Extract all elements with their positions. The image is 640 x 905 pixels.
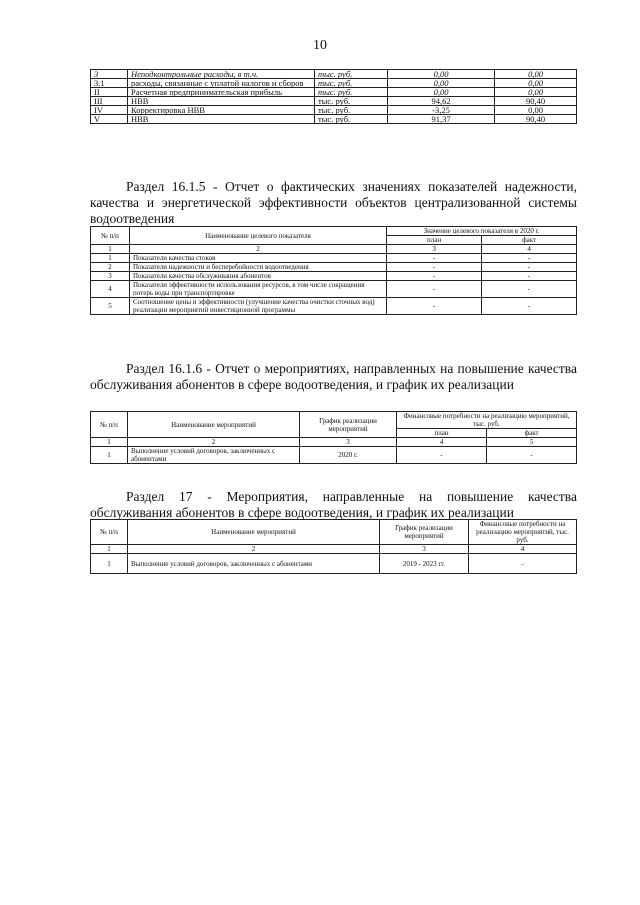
- row-value-1: 0,00: [388, 88, 495, 97]
- column-index: 4: [482, 245, 577, 254]
- table-row: [91, 447, 577, 464]
- row-name: Выполнение условий договоров, заключенных с абонентами: [128, 447, 300, 464]
- row-value-1: 91,37: [388, 115, 495, 124]
- row-plan: -: [387, 263, 482, 272]
- row-value-2: 0,00: [495, 70, 577, 79]
- row-unit: тыс. руб.: [315, 97, 388, 106]
- row-fact: -: [482, 254, 577, 263]
- row-unit: тыс. руб.: [315, 106, 388, 115]
- row-plan: -: [397, 447, 487, 464]
- column-header: Финансовые потребности на реализацию мероприятий, тыс. руб.: [469, 520, 577, 545]
- row-number: V: [91, 115, 128, 124]
- row-name: Соотношение цены и эффективности (улучшение качества очистки сточных вод) реализации мероприятий инвестиционной программы: [130, 298, 387, 315]
- row-value-2: 0,00: [495, 79, 577, 88]
- measures-plan-table: [90, 519, 577, 574]
- row-name: Расчетная предпринимательская прибыль: [128, 88, 315, 97]
- column-header: Наименование мероприятий: [128, 412, 300, 438]
- finance-table: [90, 69, 577, 124]
- row-schedule: 2019 - 2023 гг.: [380, 554, 469, 574]
- column-index: 5: [487, 438, 577, 447]
- row-value-1: 0,00: [388, 79, 495, 88]
- column-header: факт: [487, 429, 577, 438]
- column-header: Наименование мероприятий: [128, 520, 380, 545]
- row-name: расходы, связанные с уплатой налогов и сборов: [128, 79, 315, 88]
- row-number: III: [91, 97, 128, 106]
- section-heading: Раздел 16.1.5 - Отчет о фактических значениях показателей надежности, качества и энергетической эффективности объектов централизованной системы водоотведения: [90, 179, 577, 226]
- row-fact: -: [482, 281, 577, 298]
- row-number: 5: [91, 298, 130, 315]
- column-header: Значение целевого показателя в 2020 г.: [387, 227, 577, 236]
- row-number: 4: [91, 281, 130, 298]
- column-index: 1: [91, 545, 128, 554]
- row-value-2: 90,40: [495, 115, 577, 124]
- row-name: Неподконтрольные расходы, в т.ч.: [128, 70, 315, 79]
- row-number: IV: [91, 106, 128, 115]
- row-value-2: 0,00: [495, 88, 577, 97]
- row-value-2: 0,00: [495, 106, 577, 115]
- row-plan: -: [387, 272, 482, 281]
- column-index: 3: [300, 438, 397, 447]
- row-name: Показатели качества обслуживания абонентов: [130, 272, 387, 281]
- row-unit: тыс. руб.: [315, 88, 388, 97]
- row-number: II: [91, 88, 128, 97]
- row-value-2: 90,40: [495, 97, 577, 106]
- section-heading: Раздел 17 - Мероприятия, направленные на повышение качества обслуживания абонентов в сфере водоотведения, и график их реализации: [90, 489, 577, 520]
- section-heading: Раздел 16.1.6 - Отчет о мероприятиях, направленных на повышение качества обслуживания абонентов в сфере водоотведения, и график их реализации: [90, 361, 577, 392]
- column-header: Финансовые потребности на реализацию мероприятий, тыс. руб.: [397, 412, 577, 429]
- column-index: 2: [128, 545, 380, 554]
- row-name: Корректировка НВВ: [128, 106, 315, 115]
- column-index: 2: [130, 245, 387, 254]
- row-number: 1: [91, 447, 128, 464]
- row-plan: -: [387, 254, 482, 263]
- row-number: 1: [91, 554, 128, 574]
- table-row: [91, 115, 577, 124]
- column-index: 2: [128, 438, 300, 447]
- page-number: 10: [313, 38, 327, 53]
- row-plan: -: [387, 298, 482, 315]
- column-header: план: [397, 429, 487, 438]
- row-name: Показатели надежности и бесперебойности водоотведения: [130, 263, 387, 272]
- row-plan: -: [387, 281, 482, 298]
- column-header: График реализации мероприятий: [380, 520, 469, 545]
- column-index: 3: [380, 545, 469, 554]
- row-unit: тыс. руб.: [315, 115, 388, 124]
- column-index: 1: [91, 245, 130, 254]
- row-value-1: 94,62: [388, 97, 495, 106]
- row-name: НВВ: [128, 115, 315, 124]
- column-index: 3: [387, 245, 482, 254]
- row-unit: тыс. руб.: [315, 79, 388, 88]
- column-header: № п/п: [91, 520, 128, 545]
- row-number: 1: [91, 254, 130, 263]
- row-unit: тыс. руб.: [315, 70, 388, 79]
- row-name: Выполнение условий договоров, заключенных с абонентами: [128, 554, 380, 574]
- row-name: Показатели качества стоков: [130, 254, 387, 263]
- row-fact: -: [487, 447, 577, 464]
- column-header: № п/п: [91, 412, 128, 438]
- measures-report-table: [90, 411, 577, 464]
- column-index: 1: [91, 438, 128, 447]
- column-index: 4: [397, 438, 487, 447]
- column-index: 4: [469, 545, 577, 554]
- row-fact: -: [482, 298, 577, 315]
- table-row: [91, 272, 577, 281]
- row-value-1: -3,25: [388, 106, 495, 115]
- column-header: факт: [482, 236, 577, 245]
- row-number: 3: [91, 272, 130, 281]
- row-name: Показатели эффективности использования ресурсов, в том числе сокращения потерь воды при транспортировке: [130, 281, 387, 298]
- table-row: [91, 554, 577, 574]
- table-row: [91, 263, 577, 272]
- column-header: График реализации мероприятий: [300, 412, 397, 438]
- table-row: [91, 281, 577, 298]
- row-number: 2: [91, 263, 130, 272]
- row-fact: -: [482, 263, 577, 272]
- table-row: [91, 254, 577, 263]
- column-header: Наименование целевого показателя: [130, 227, 387, 245]
- table-row: [91, 298, 577, 315]
- row-schedule: 2020 г.: [300, 447, 397, 464]
- column-header: план: [387, 236, 482, 245]
- row-fact: -: [482, 272, 577, 281]
- row-value-1: 0,00: [388, 70, 495, 79]
- row-number: 3.1: [91, 79, 128, 88]
- row-finance: -: [469, 554, 577, 574]
- column-header: № п/п: [91, 227, 130, 245]
- row-number: 3: [91, 70, 128, 79]
- row-name: НВВ: [128, 97, 315, 106]
- indicators-table: [90, 226, 577, 315]
